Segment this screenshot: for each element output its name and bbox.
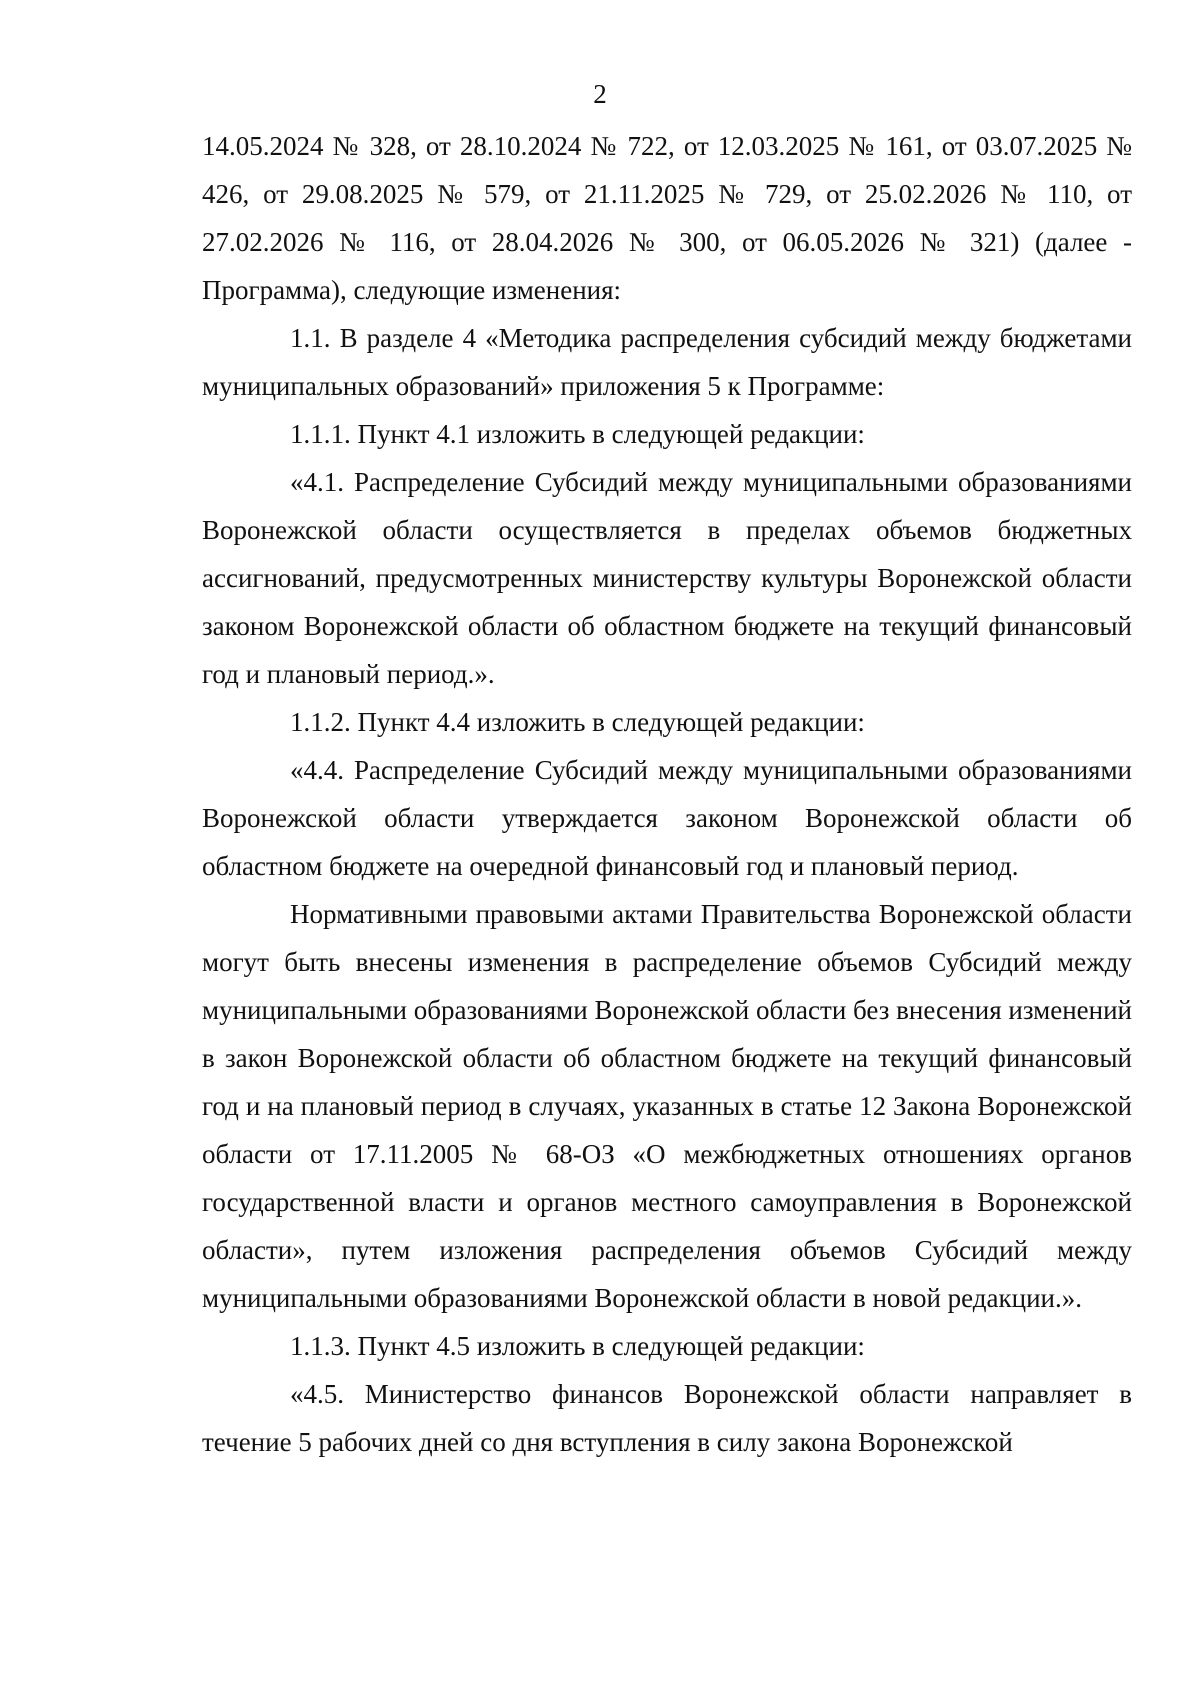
paragraph-1-1: 1.1. В разделе 4 «Методика распределения субсидий между бюджетами муниципальных образований» приложения 5 к Программе: <box>202 323 1132 401</box>
paragraph-program-references: 14.05.2024 № 328, от 28.10.2024 № 722, от 12.03.2025 № 161, от 03.07.2025 № 426, от 29.08.2025 № 579, от 21.11.2025 № 729, от 25.02.2026 № 110, от 27.02.2026 № 116, от 28.04.2026 № 300, от 06.05.2026 № 321) (далее - Программа), следующие изменения: <box>202 131 1132 305</box>
paragraph-4-4-text: «4.4. Распределение Субсидий между муниципальными образованиями Воронежской области утверждается законом Воронежской области об областном бюджете на очередной финансовый год и плановый период. <box>202 755 1132 881</box>
document-body <box>202 122 1132 1466</box>
paragraph-4-1-text: «4.1. Распределение Субсидий между муниципальными образованиями Воронежской области осуществляется в пределах объемов бюджетных ассигнований, предусмотренных министерству культуры Воронежской области законом Воронежской области об областном бюджете на текущий финансовый год и плановый период.». <box>202 467 1132 689</box>
paragraph-1-1-2: 1.1.2. Пункт 4.4 изложить в следующей редакции: <box>290 707 865 737</box>
page-number: 2 <box>593 79 607 109</box>
paragraph-4-5-text: «4.5. Министерство финансов Воронежской области направляет в течение 5 рабочих дней со дня вступления в силу закона Воронежской <box>202 1379 1132 1457</box>
paragraph-1-1-3: 1.1.3. Пункт 4.5 изложить в следующей редакции: <box>290 1331 865 1361</box>
paragraph-4-4-continuation: Нормативными правовыми актами Правительства Воронежской области могут быть внесены изменения в распределение объемов Субсидий между муниципальными образованиями Воронежской области без внесения изменений в закон Воронежской области об областном бюджете на текущий финансовый год и на плановый период в случаях, указанных в статье 12 Закона Воронежской области от 17.11.2005 № 68-ОЗ «О межбюджетных отношениях органов государственной власти и органов местного самоуправления в Воронежской области», путем изложения распределения объемов Субсидий между муниципальными образованиями Воронежской области в новой редакции.». <box>202 899 1132 1313</box>
paragraph-1-1-1: 1.1.1. Пункт 4.1 изложить в следующей редакции: <box>290 419 865 449</box>
